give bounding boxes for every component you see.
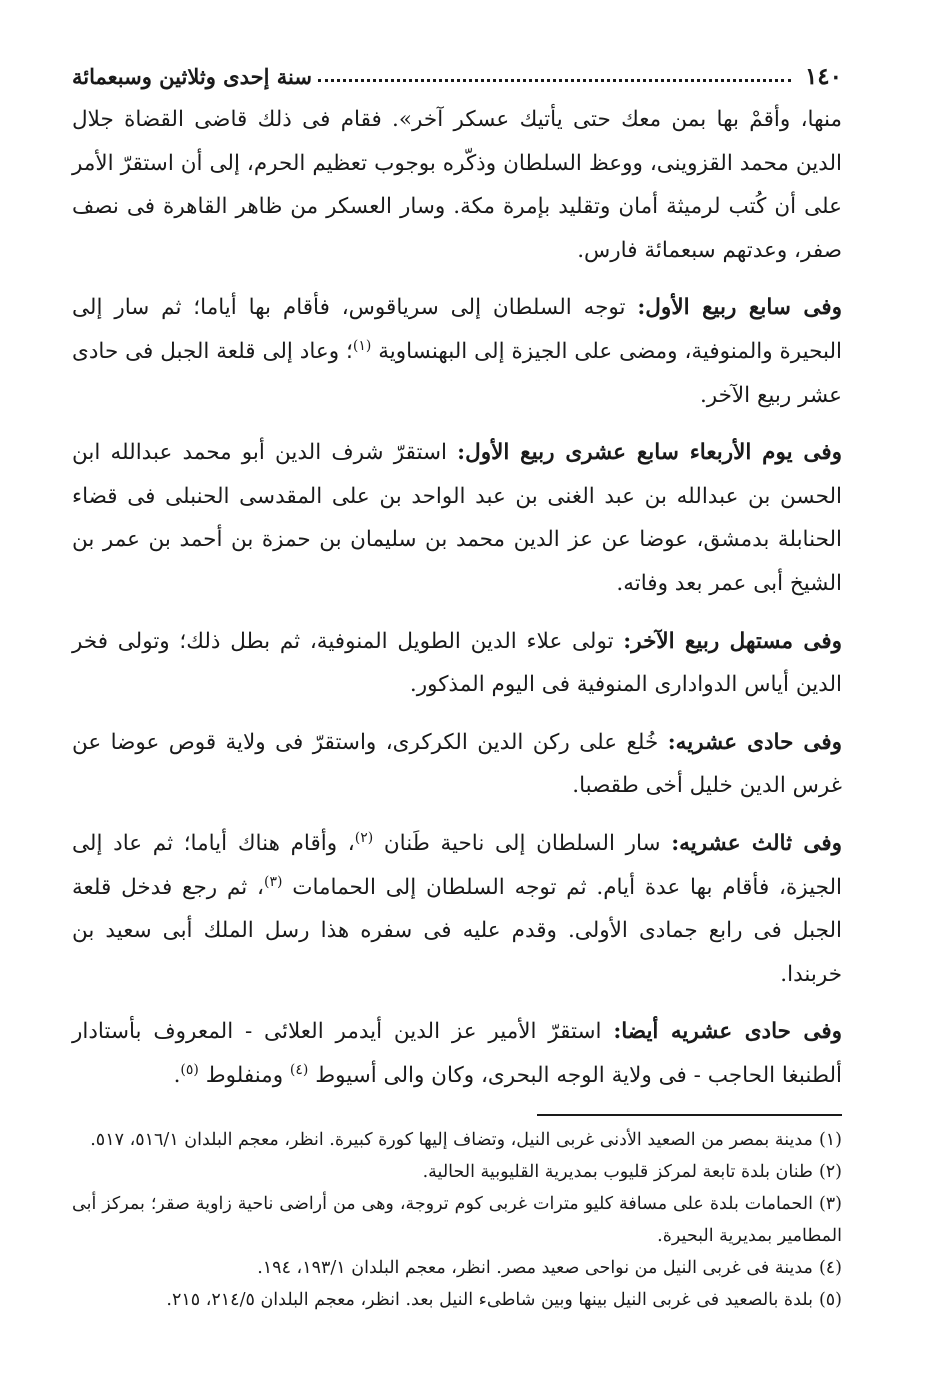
footnote bbox=[72, 1124, 842, 1156]
paragraph-text: استقرّ شرف الدين أبو محمد عبدالله ابن الحسن بن عبدالله بن عبد الغنى بن عبد الواحد بن على المقدسى الحنبلى فى قضاء الحنابلة بدمشق، عوضا عن عز الدين محمد بن سليمان بن حمزة بن أحمد بن عمر بن الشيخ أبى عمر بعد وفاته. bbox=[72, 440, 842, 596]
paragraph-text: سار السلطان إلى ناحية طَنان bbox=[373, 830, 672, 856]
paragraph-lead: وفى سابع ربيع الأول: bbox=[637, 295, 842, 321]
running-header bbox=[72, 58, 842, 94]
footnotes bbox=[72, 1124, 842, 1316]
footnote-reference[interactable]: (٢) bbox=[354, 829, 374, 846]
footnote-reference[interactable]: (٤) bbox=[289, 1061, 309, 1078]
paragraph bbox=[72, 431, 842, 605]
paragraph bbox=[72, 98, 842, 272]
paragraph-lead: وفى يوم الأربعاء سابع عشرى ربيع الأول: bbox=[457, 440, 842, 466]
footnote-reference[interactable]: (٥) bbox=[180, 1061, 199, 1078]
paragraph bbox=[72, 286, 842, 417]
paragraph-text: استقرّ الأمير عز الدين أيدمر العلائى - المعروف بأستادار ألطنبغا الحاجب - فى ولاية الوجه البحرى، وكان والى أسيوط bbox=[72, 1019, 842, 1088]
paragraph-text: ومنفلوط bbox=[198, 1062, 290, 1088]
main-text bbox=[72, 98, 842, 1097]
footnote-number: (١) bbox=[818, 1130, 842, 1151]
paragraph bbox=[72, 721, 842, 808]
footnote bbox=[72, 1188, 842, 1252]
paragraph bbox=[72, 822, 842, 996]
paragraph-text: منها، وأقمْ بها بمن معك حتى يأتيك عسكر آخر». فقام فى ذلك قاضى القضاة جلال الدين محمد القزوينى، ووعظ السلطان وذكّره بوجوب تعظيم الحرم، إلى أن استقرّ الأمر على أن كُتب لرميثة أمان وتقليد بإمرة مكة. وسار العسكر من ظاهر القاهرة فى نصف صفر، وعدتهم سبعمائة فارس. bbox=[72, 107, 842, 263]
footnote-separator bbox=[537, 1114, 842, 1116]
paragraph-text: . bbox=[173, 1062, 181, 1088]
running-title: سنة إحدى وثلاثين وسبعمائة bbox=[72, 63, 312, 89]
paragraph bbox=[72, 620, 842, 707]
footnote-text: طنان بلدة تابعة لمركز قليوب بمديرية القليوبية الحالية. bbox=[422, 1162, 813, 1183]
paragraph-text: ، ثم رجع فدخل قلعة الجبل فى رابع جمادى الأولى. وقدم عليه فى سفره هذا رسل الملك أبى سعيد بن خربندا. bbox=[72, 874, 842, 987]
footnote-number: (٤) bbox=[818, 1258, 842, 1279]
footnote-reference[interactable]: (١) bbox=[352, 337, 372, 354]
footnote bbox=[72, 1284, 842, 1316]
footnote-number: (٥) bbox=[818, 1290, 842, 1311]
footnote-number: (٣) bbox=[818, 1194, 842, 1215]
paragraph-text: تولى علاء الدين الطويل المنوفية، ثم بطل ذلك؛ وتولى فخر الدين أياس الدوادارى المنوفية فى اليوم المذكور. bbox=[72, 628, 842, 698]
footnote-text: الحمامات بلدة على مسافة كليو مترات غربى كوم تروجة، وهى من أراضى ناحية زاوية صقر؛ بمركز أبى المطامير بمديرية البحيرة. bbox=[72, 1194, 842, 1247]
paragraph-lead: وفى حادى عشريه أيضا: bbox=[613, 1019, 842, 1045]
footnote bbox=[72, 1252, 842, 1284]
footnote-reference[interactable]: (٣) bbox=[263, 873, 283, 890]
footnote-text: مدينة فى غربى النيل من نواحى صعيد مصر. انظر، معجم البلدان ١٩٣/١، ١٩٤. bbox=[257, 1258, 813, 1279]
footnote-text: مدينة بمصر من الصعيد الأدنى غربى النيل، وتضاف إليها كورة كبيرة. انظر، معجم البلدان ٥١٦/١، ٥١٧. bbox=[90, 1130, 813, 1151]
paragraph-text: ، وأقام هناك أياما؛ ثم عاد إلى الجيزة، فأقام بها عدة أيام. ثم توجه السلطان إلى الحمامات bbox=[72, 830, 842, 900]
paragraph-text: توجه السلطان إلى سرياقوس، فأقام بها أياما؛ ثم سار إلى البحيرة والمنوفية، ومضى على الجيزة إلى البهنساوية bbox=[72, 295, 842, 364]
paragraph-text: خُلع على ركن الدين الكركرى، واستقرّ فى ولاية قوص عوضا عن غرس الدين خليل أخى طقصبا. bbox=[72, 729, 842, 799]
paragraph-text: ؛ وعاد إلى قلعة الجبل فى حادى عشر ربيع الآخر. bbox=[72, 338, 842, 408]
paragraph-lead: وفى ثالث عشريه: bbox=[671, 830, 842, 856]
footnote bbox=[72, 1156, 842, 1188]
page-number: ١٤٠ bbox=[804, 62, 842, 90]
paragraph bbox=[72, 1010, 842, 1097]
footnote-number: (٢) bbox=[818, 1162, 842, 1183]
footnote-text: بلدة بالصعيد فى غربى النيل بينها وبين شاطىء النيل بعد. انظر، معجم البلدان ٢١٤/٥، ٢١٥. bbox=[166, 1290, 813, 1311]
book-page bbox=[72, 58, 842, 1368]
dotted-leader bbox=[318, 79, 791, 82]
paragraph-lead: وفى حادى عشريه: bbox=[667, 729, 842, 755]
paragraph-lead: وفى مستهل ربيع الآخر: bbox=[623, 628, 842, 654]
